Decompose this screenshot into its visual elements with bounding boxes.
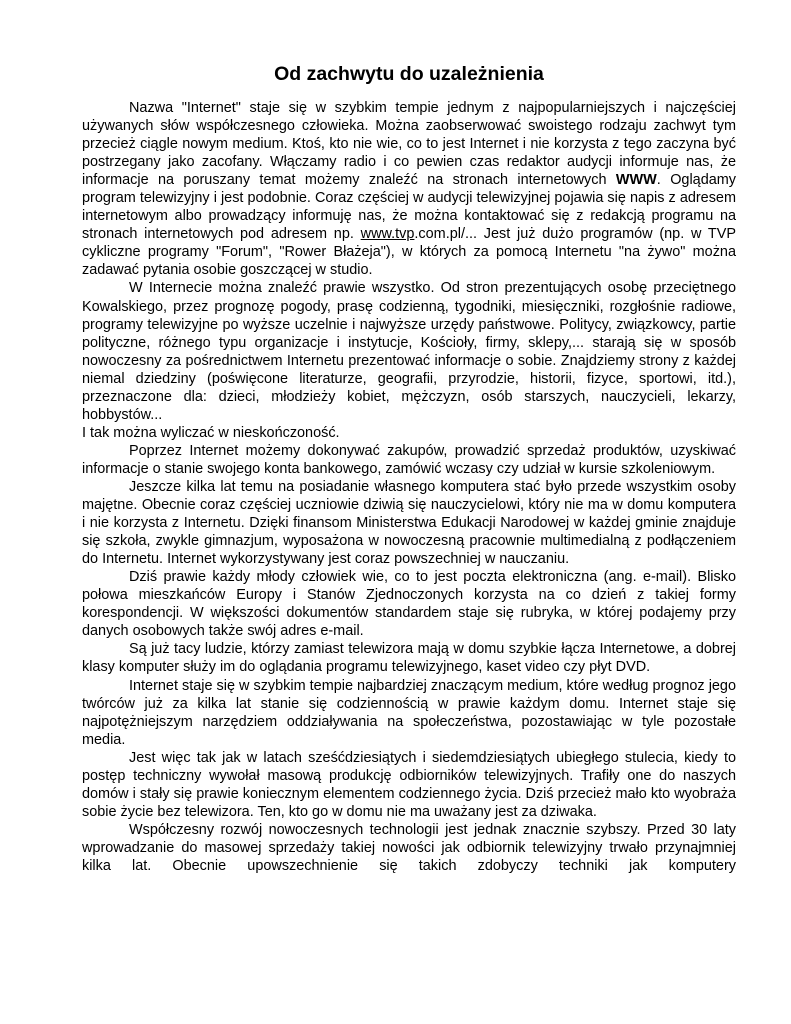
- paragraph-8: Internet staje się w szybkim tempie najbardziej znaczącym medium, które według prognoz jego twórców już za kilka lat stanie się codziennością w prawie każdym domu. Internet staje się najpotężniejszym narzędziem oddziaływania na społeczeństwa, pozostawiając w tyle pozostałe media.: [82, 677, 736, 748]
- paragraph-2: W Internecie można znaleźć prawie wszystko. Od stron prezentujących osobę przeciętnego Kowalskiego, przez prognozę pogody, prasę codzienną, tygodniki, miesięczniki, rozgłośnie radiowe, programy telewizyjne po wyższe uczelnie i najwyższe urzędy państwowe. Politycy, związkowcy, partie polityczne, różnego typu organizacje i instytucje, Kościoły, firmy, sklepy,... starają się w sposób nowoczesny za pośrednictwem Internetu prezentować informacje o sobie. Znajdziemy strony z każdej niemal dziedziny (poświęcone literaturze, geografii, przyrodzie, historii, fizyce, sportowi, itd.), przeznaczone dla: dzieci, młodzieży kobiet, mężczyzn, osób starszych, nauczycieli, lekarzy, hobbystów...: [82, 280, 736, 423]
- paragraph-5: Jeszcze kilka lat temu na posiadanie własnego komputera stać było przede wszystkim osoby majętne. Obecnie coraz częściej uczniowie dziwią się nauczycielowi, który nie ma w domu komputera i nie korzysta z Internetu. Dzięki finansom Ministerstwa Edukacji Narodowej w każdej gminie znajduje się szkoła, zwykle gimnazjum, wyposażona w nowoczesną pracownie multimedialną z podłączeniem do Internetu. Internet wykorzystywany jest coraz powszechniej w nauczaniu.: [82, 478, 736, 568]
- tvp-link[interactable]: www.tvp: [360, 226, 415, 243]
- document-title: Od zachwytu do uzależnienia: [274, 63, 544, 85]
- paragraph-1-text-b: . Oglądamy program telewizyjny i jest podobnie. Coraz częściej w audycji telewizyjnej pojawia się napis z adresem internetowym albo prowadzący informuję nas, że można kontaktować się z redakcją programu na stronach internetowych pod adresem np.: [82, 172, 736, 243]
- paragraph-6: Dziś prawie każdy młody człowiek wie, co to jest poczta elektroniczna (ang. e-mail). Blisko połowa mieszkańców Europy i Stanów Zjednoczonych korzysta na co dzień z takiej formy korespondencji. W większości dokumentów standardem staje się rubryka, w której podajemy przy danych osobowych także swój adres e-mail.: [82, 569, 736, 640]
- paragraph-1: [82, 99, 736, 279]
- paragraph-3: I tak można wyliczać w nieskończoność.: [82, 424, 340, 441]
- document-page: [82, 62, 736, 875]
- www-bold: WWW: [615, 172, 657, 189]
- paragraph-1-text-c: .com.pl/... Jest już dużo programów (np. w TVP cykliczne programy "Forum", "Rower Błażeja"), w których za pomocą Internetu "na żywo" można zadawać pytania osobie goszczącej w studio.: [82, 226, 736, 279]
- paragraph-4: Poprzez Internet możemy dokonywać zakupów, prowadzić sprzedaż produktów, uzyskiwać informacje o stanie swojego konta bankowego, zamówić wczasy czy udział w kursie szkoleniowym.: [82, 442, 736, 477]
- document-body: [82, 99, 736, 875]
- paragraph-1-text-a: Nazwa "Internet" staje się w szybkim tempie jednym z najpopularniejszych i najczęściej używanych słów współczesnego człowieka. Można zaobserwować swoistego rodzaju zachwyt tym przecież ciągle nowym medium. Ktoś, kto nie wie, co to jest Internet i nie korzysta z tego zaczyna być postrzegany jako zacofany. Włączamy radio i co pewien czas redaktor audycji informuje nas, że informacje na poruszany temat możemy znaleźć na stronach internetowych: [82, 100, 736, 189]
- paragraph-7: Są już tacy ludzie, którzy zamiast telewizora mają w domu szybkie łącza Internetowe, a dobrej klasy komputer służy im do oglądania programu telewizyjnego, kaset video czy płyt DVD.: [82, 641, 736, 676]
- paragraph-9: Jest więc tak jak w latach sześćdziesiątych i siedemdziesiątych ubiegłego stulecia, kiedy to postęp techniczny wywołał masową produkcję odbiorników telewizyjnych. Trafiły one do naszych domów i stały się prawie koniecznym elementem codziennego życia. Dziś przecież mało kto wyobraża sobie życie bez telewizora. Ten, kto go w domu nie ma uważany jest za dziwaka.: [82, 749, 736, 820]
- paragraph-10: Współczesny rozwój nowoczesnych technologii jest jednak znacznie szybszy. Przed 30 laty wprowadzanie do masowej sprzedaży takiej nowości jak odbiornik telewizyjny trwało przynajmniej kilka lat. Obecnie upowszechnienie się takich zdobyczy techniki jak komputery: [82, 821, 736, 874]
